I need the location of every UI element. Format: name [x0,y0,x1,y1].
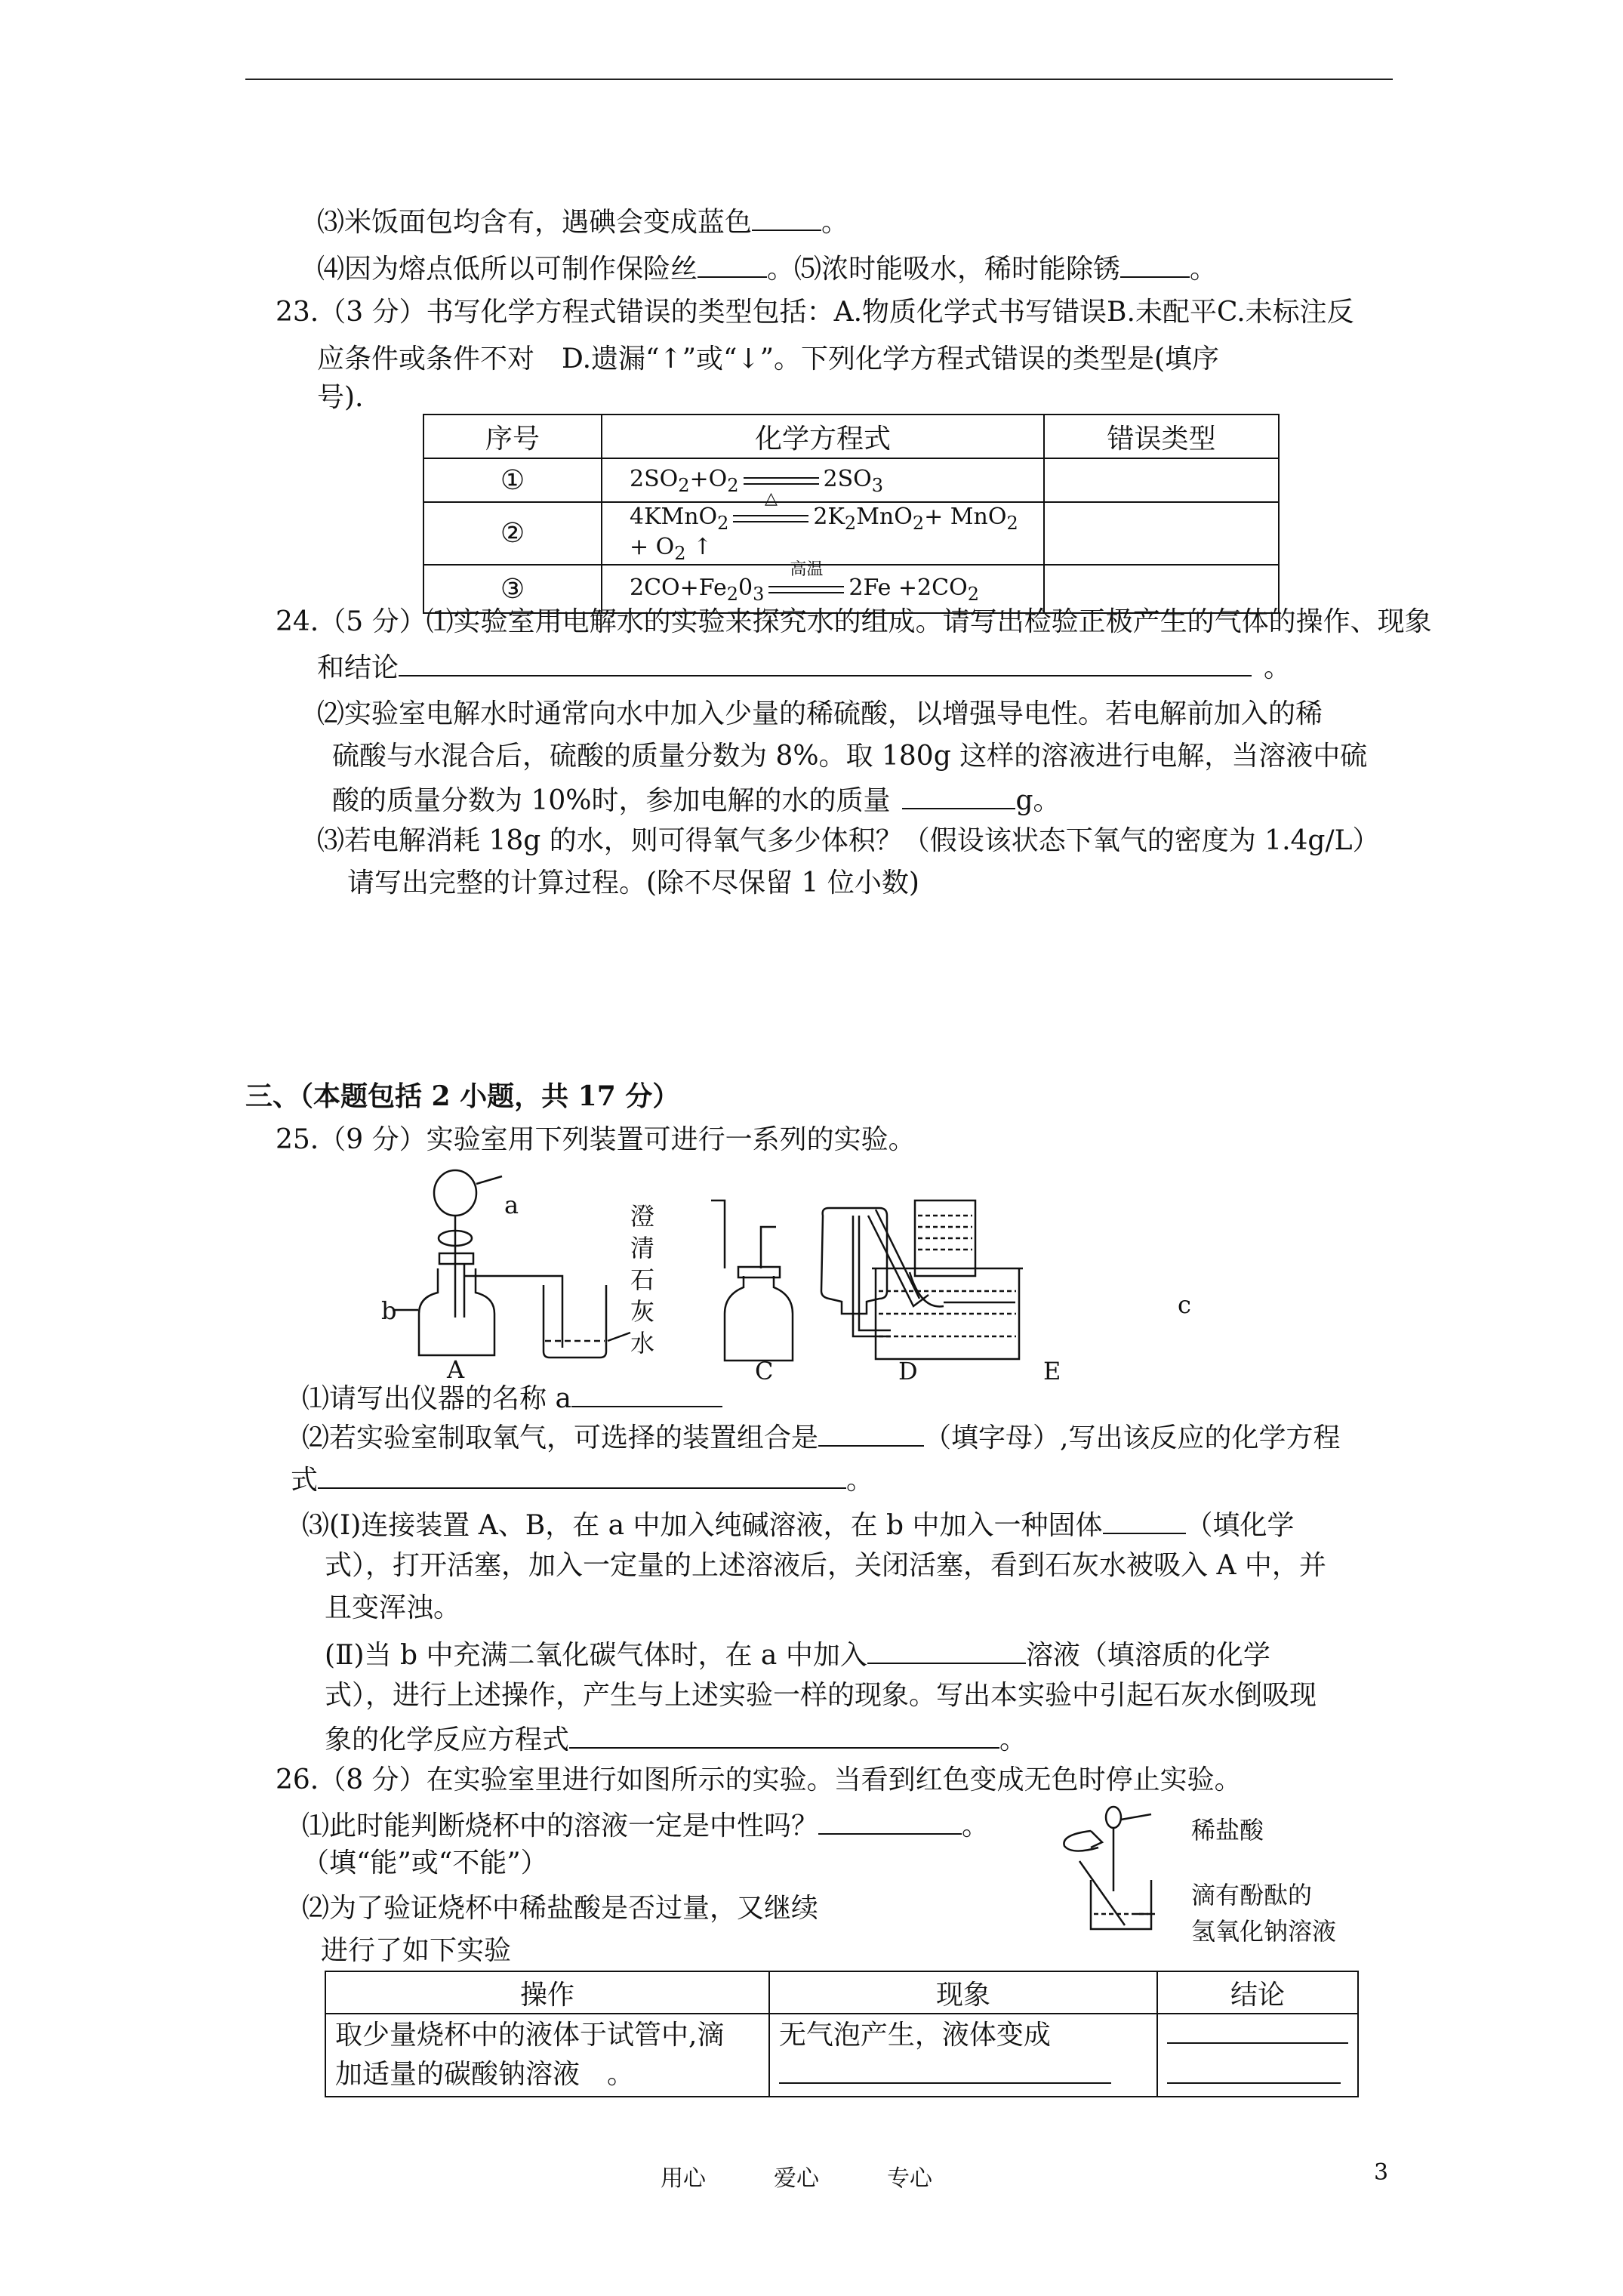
q26-line3: （填“能”或“不能”） [302,1848,548,1878]
q24-line7: 请写出完整的计算过程。(除不尽保留 1 位小数) [347,868,919,898]
q23-line1: 23.（3 分）书写化学方程式错误的类型包括：A.物质化学式书写错误B.未配平C.未标注反 [276,297,1354,328]
conclusion-cell [1157,2014,1358,2097]
titration-figure [1046,1801,1196,1937]
col-header-operation: 操作 [325,1971,769,2014]
answer-blank[interactable] [1103,1505,1186,1534]
q25-line5: ⑶(Ⅰ)连接装置 A、B，在 a 中加入纯碱溶液，在 b 中加入一种固体 （填化学 [302,1505,1295,1544]
label-c: c [1178,1290,1191,1319]
answer-blank[interactable] [318,1460,846,1489]
answer-blank[interactable] [867,1635,1026,1664]
table-row: ① $2SO_2+O_2$ $2SO_3$ [423,458,1279,502]
answer-blank[interactable] [779,2055,1111,2084]
label-apparatus-e: E [1043,1357,1061,1385]
label-apparatus-a: A [447,1355,465,1384]
answer-blank[interactable] [818,1806,962,1835]
q26-line2: ⑴此时能判断烧杯中的溶液一定是中性吗？ 。 [302,1806,989,1845]
answer-blank[interactable] [1167,2055,1341,2084]
col-header-conclusion: 结论 [1157,1971,1358,2014]
table-row: ② 4KMnO$_2$ △ $2K_2MnO_2+ MnO_2 + O_2$ ↑ [423,502,1279,565]
table-row [325,2014,1358,2097]
answer-blank[interactable] [571,1379,722,1407]
error-type-2[interactable] [1044,502,1279,565]
apparatus-e [868,1200,1023,1359]
equation-1: $2SO_2+O_2$ $2SO_3$ [602,458,1044,502]
q25-line8: (Ⅱ)当 b 中充满二氧化碳气体时，在 a 中加入 溶液（填溶质的化学 [325,1635,1270,1674]
label-naoh-phenolphthalein-1: 滴有酚酞的 [1191,1881,1313,1909]
q24-line1: 24.（5 分）⑴实验室用电解水的实验来探究水的组成。请写出检验正极产生的气体的操作、现象 [276,606,1432,637]
answer-blank[interactable] [569,1720,999,1749]
footer-motto: 用心 爱心 专心 [661,2165,932,2192]
q25-line9: 式），进行上述操作，产生与上述实验一样的现象。写出本实验中引起石灰水倒吸现 [325,1680,1317,1711]
answer-blank[interactable] [818,1418,924,1447]
col-header-equation: 化学方程式 [602,415,1044,458]
label-apparatus-d: D [898,1357,918,1385]
q24-line6: ⑶若电解消耗 18g 的水，则可得氧气多少体积？（假设该状态下氧气的密度为 1.4g/L） [317,825,1380,856]
apparatus-c [711,1200,793,1361]
q26-line4: ⑵为了验证烧杯中稀盐酸是否过量，又继续 [302,1893,819,1924]
label-b: b [381,1296,397,1325]
q25-line3: ⑵若实验室制取氧气，可选择的装置组合是 （填字母）,写出该反应的化学方程 [302,1418,1340,1456]
equation-2: 4KMnO$_2$ △ $2K_2MnO_2+ MnO_2 + O_2$ ↑ [602,502,1044,565]
col-header-phenomenon: 现象 [769,1971,1157,2014]
q25-line4: 式 。 [291,1460,873,1499]
apparatus-figure [370,1163,1223,1389]
q25-line6: 式），打开活塞，加入一定量的上述溶液后，关闭活塞，看到石灰水被吸入 A 中，并 [325,1550,1326,1581]
label-naoh-phenolphthalein-2: 氢氧化钠溶液 [1191,1917,1337,1946]
page-number: 3 [1374,2159,1389,2186]
equation-3: $2CO+Fe_20_3$ 高温 $2Fe +2CO_2$ [602,565,1044,613]
limewater-label: 澄 清 石 灰 水 [630,1202,655,1358]
apparatus-b [506,1276,630,1358]
answer-blank[interactable] [399,648,1252,676]
header-rule [245,79,1393,80]
equation-error-table [423,414,1280,614]
label-hydrochloric-acid: 稀盐酸 [1191,1816,1264,1845]
q22-line4: ⑷因为熔点低所以可制作保险丝 。⑸浓时能吸水，稀时能除锈 。 [317,249,1217,288]
apparatus-d [821,1208,891,1336]
q24-line4: 硫酸与水混合后，硫酸的质量分数为 8%。取 180g 这样的溶液进行电解，当溶液中硫 [332,741,1368,772]
q26-line5: 进行了如下实验 [321,1935,512,1966]
q25-line1: 25.（9 分）实验室用下列装置可进行一系列的实验。 [276,1124,916,1155]
answer-blank[interactable] [1167,2015,1348,2044]
q26-line1: 26.（8 分）在实验室里进行如图所示的实验。当看到红色变成无色时停止实验。 [276,1764,1242,1795]
q24-line3: ⑵实验室电解水时通常向水中加入少量的稀硫酸，以增强导电性。若电解前加入的稀 [317,698,1323,729]
apparatus-a [393,1170,506,1355]
col-header-error-type: 错误类型 [1044,415,1279,458]
answer-blank[interactable] [902,781,1015,809]
q23-line2: 应条件或条件不对 D.遗漏“↑”或“↓”。下列化学方程式错误的类型是(填序 [317,344,1220,374]
error-type-1[interactable] [1044,458,1279,502]
q23-line3: 号). [317,382,364,413]
section-title: 三、（本题包括 2 小题，共 17 分） [245,1080,680,1112]
label-a: a [504,1191,519,1219]
q24-line2: 和结论 。 [317,648,1291,686]
q22-line3: ⑶米饭面包均含有，遇碘会变成蓝色 。 [317,202,848,241]
experiment-table [325,1971,1359,2097]
phenomenon-cell: 无气泡产生，液体变成 [769,2014,1157,2097]
label-apparatus-c: C [755,1357,774,1385]
q25-line7: 且变浑浊。 [325,1592,461,1623]
table-row: ③ $2CO+Fe_20_3$ 高温 $2Fe +2CO_2$ [423,565,1279,613]
q25-line2: ⑴请写出仪器的名称 a [302,1379,722,1417]
q24-line5: 酸的质量分数为 10%时，参加电解的水的质量 g。 [332,781,1061,819]
operation-cell: 取少量烧杯中的液体于试管中,滴 加适量的碳酸钠溶液 。 [325,2014,769,2097]
col-header-no: 序号 [423,415,602,458]
q25-line10: 象的化学反应方程式 。 [325,1720,1027,1758]
